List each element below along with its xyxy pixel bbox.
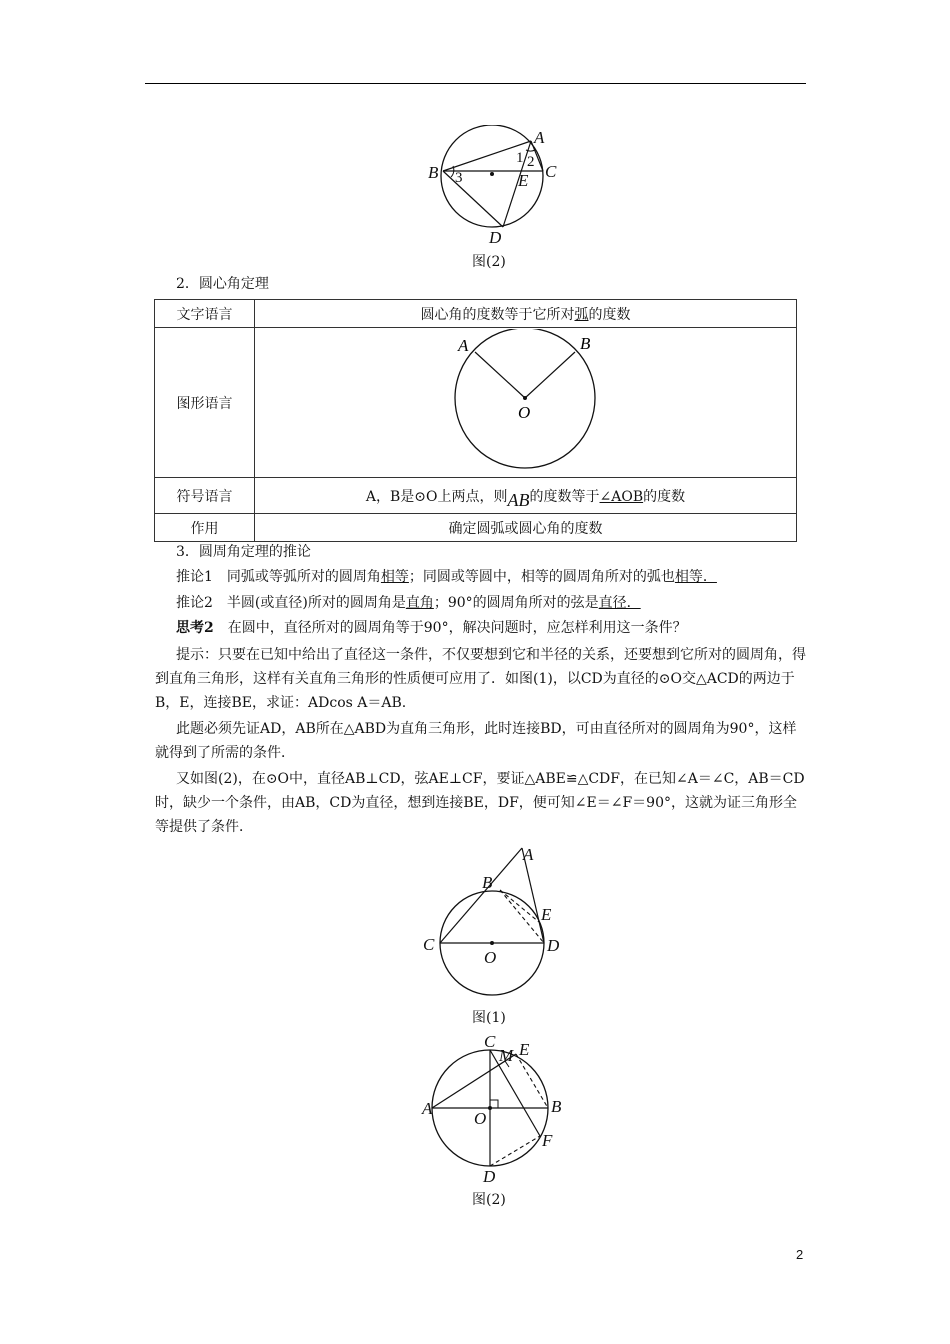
figure-2 [415, 1030, 575, 1190]
label-E: E [519, 1040, 530, 1059]
paragraph-example-2: 又如图(2)，在⊙O中，直径AB⊥CD，弦AE⊥CF，要证△ABE≌△CDF，在已知∠A＝∠C，AB＝CD时，缺少一个条件，由AB，CD为直径，想到连接BE，DF，便可知∠E＝∠F＝90°，这就为证三角形全等提供了条件． [155, 771, 805, 835]
label-D: D [489, 228, 502, 247]
row-content-usage: 确定圆弧或圆心角的度数 [255, 514, 797, 542]
section-heading-2: 2．圆心角定理 [176, 276, 269, 292]
label-A: A [457, 335, 468, 355]
figure-1-caption: 图(1) [472, 1010, 506, 1026]
label-A: A [422, 1099, 433, 1118]
label-D: D [483, 1167, 496, 1186]
figure-top-caption: 图(2) [472, 254, 506, 270]
label-B: B [482, 873, 493, 892]
think-2-question: 思考2 在圆中，直径所对的圆周角等于90°，解决问题时，应怎样利用这一条件？ [176, 620, 687, 636]
label-D: D [547, 936, 560, 955]
section-heading-3: 3．圆周角定理的推论 [176, 544, 311, 560]
paragraph-right-triangle: 此题必须先证AD，AB所在△ABD为直角三角形，此时连接BD，可由直径所对的圆周角为90°，这样就得到了所需的条件． [155, 721, 797, 761]
figure-2-caption: 图(2) [472, 1192, 506, 1208]
row-head-symbol: 符号语言 [155, 478, 255, 514]
label-A: A [523, 845, 534, 864]
table-row [155, 514, 797, 542]
label-angle-1: 1 [516, 150, 524, 166]
label-O: O [484, 948, 497, 967]
central-angle-theorem-table [154, 299, 797, 542]
label-A: A [534, 128, 545, 147]
hint-paragraph: 提示：只要在已知中给出了直径这一条件，不仅要想到它和半径的关系，还要想到它所对的圆周角，得到直角三角形，这样有关直角三角形的性质便可应用了．如图(1)，以CD为直径的⊙O交△ACD的两边于B，E，连接BE，求证：ADcos A＝AB. [155, 647, 806, 711]
label-E: E [518, 171, 529, 190]
label-B: B [579, 333, 590, 353]
label-C: C [545, 162, 557, 181]
table-row [155, 328, 797, 478]
label-B: B [428, 163, 439, 182]
row-head-figure: 图形语言 [155, 328, 255, 478]
figure-top [420, 125, 570, 247]
corollary-2: 推论2 半圆(或直径)所对的圆周角是直角；90°的圆周角所对的弦是直径． [176, 595, 641, 611]
label-angle-2: 2 [527, 154, 535, 170]
label-E: E [541, 905, 552, 924]
table-row [155, 300, 797, 328]
corollary-1: 推论1 同弧或等弧所对的圆周角相等；同圆或等圆中，相等的圆周角所对的弧也相等． [176, 569, 717, 585]
label-M: M [499, 1046, 514, 1065]
row-content-symbol: A，B是⊙O上两点，则AB的度数等于∠AOB的度数 [255, 478, 797, 514]
arc-ab: AB [507, 490, 530, 510]
row-head-text: 文字语言 [155, 300, 255, 328]
page-number: 2 [796, 1247, 804, 1262]
label-O: O [517, 402, 530, 422]
row-content-text: 圆心角的度数等于它所对弧的度数 [255, 300, 797, 328]
header-rule [145, 83, 806, 84]
label-angle-3: 3 [455, 170, 463, 186]
central-angle-figure [441, 329, 611, 477]
label-C: C [423, 935, 435, 954]
label-O: O [474, 1109, 487, 1128]
table-row [155, 478, 797, 514]
row-head-usage: 作用 [155, 514, 255, 542]
label-C: C [484, 1032, 496, 1051]
figure-1 [415, 840, 575, 1005]
label-B: B [551, 1097, 562, 1116]
row-content-figure [255, 328, 797, 478]
label-F: F [542, 1131, 553, 1150]
